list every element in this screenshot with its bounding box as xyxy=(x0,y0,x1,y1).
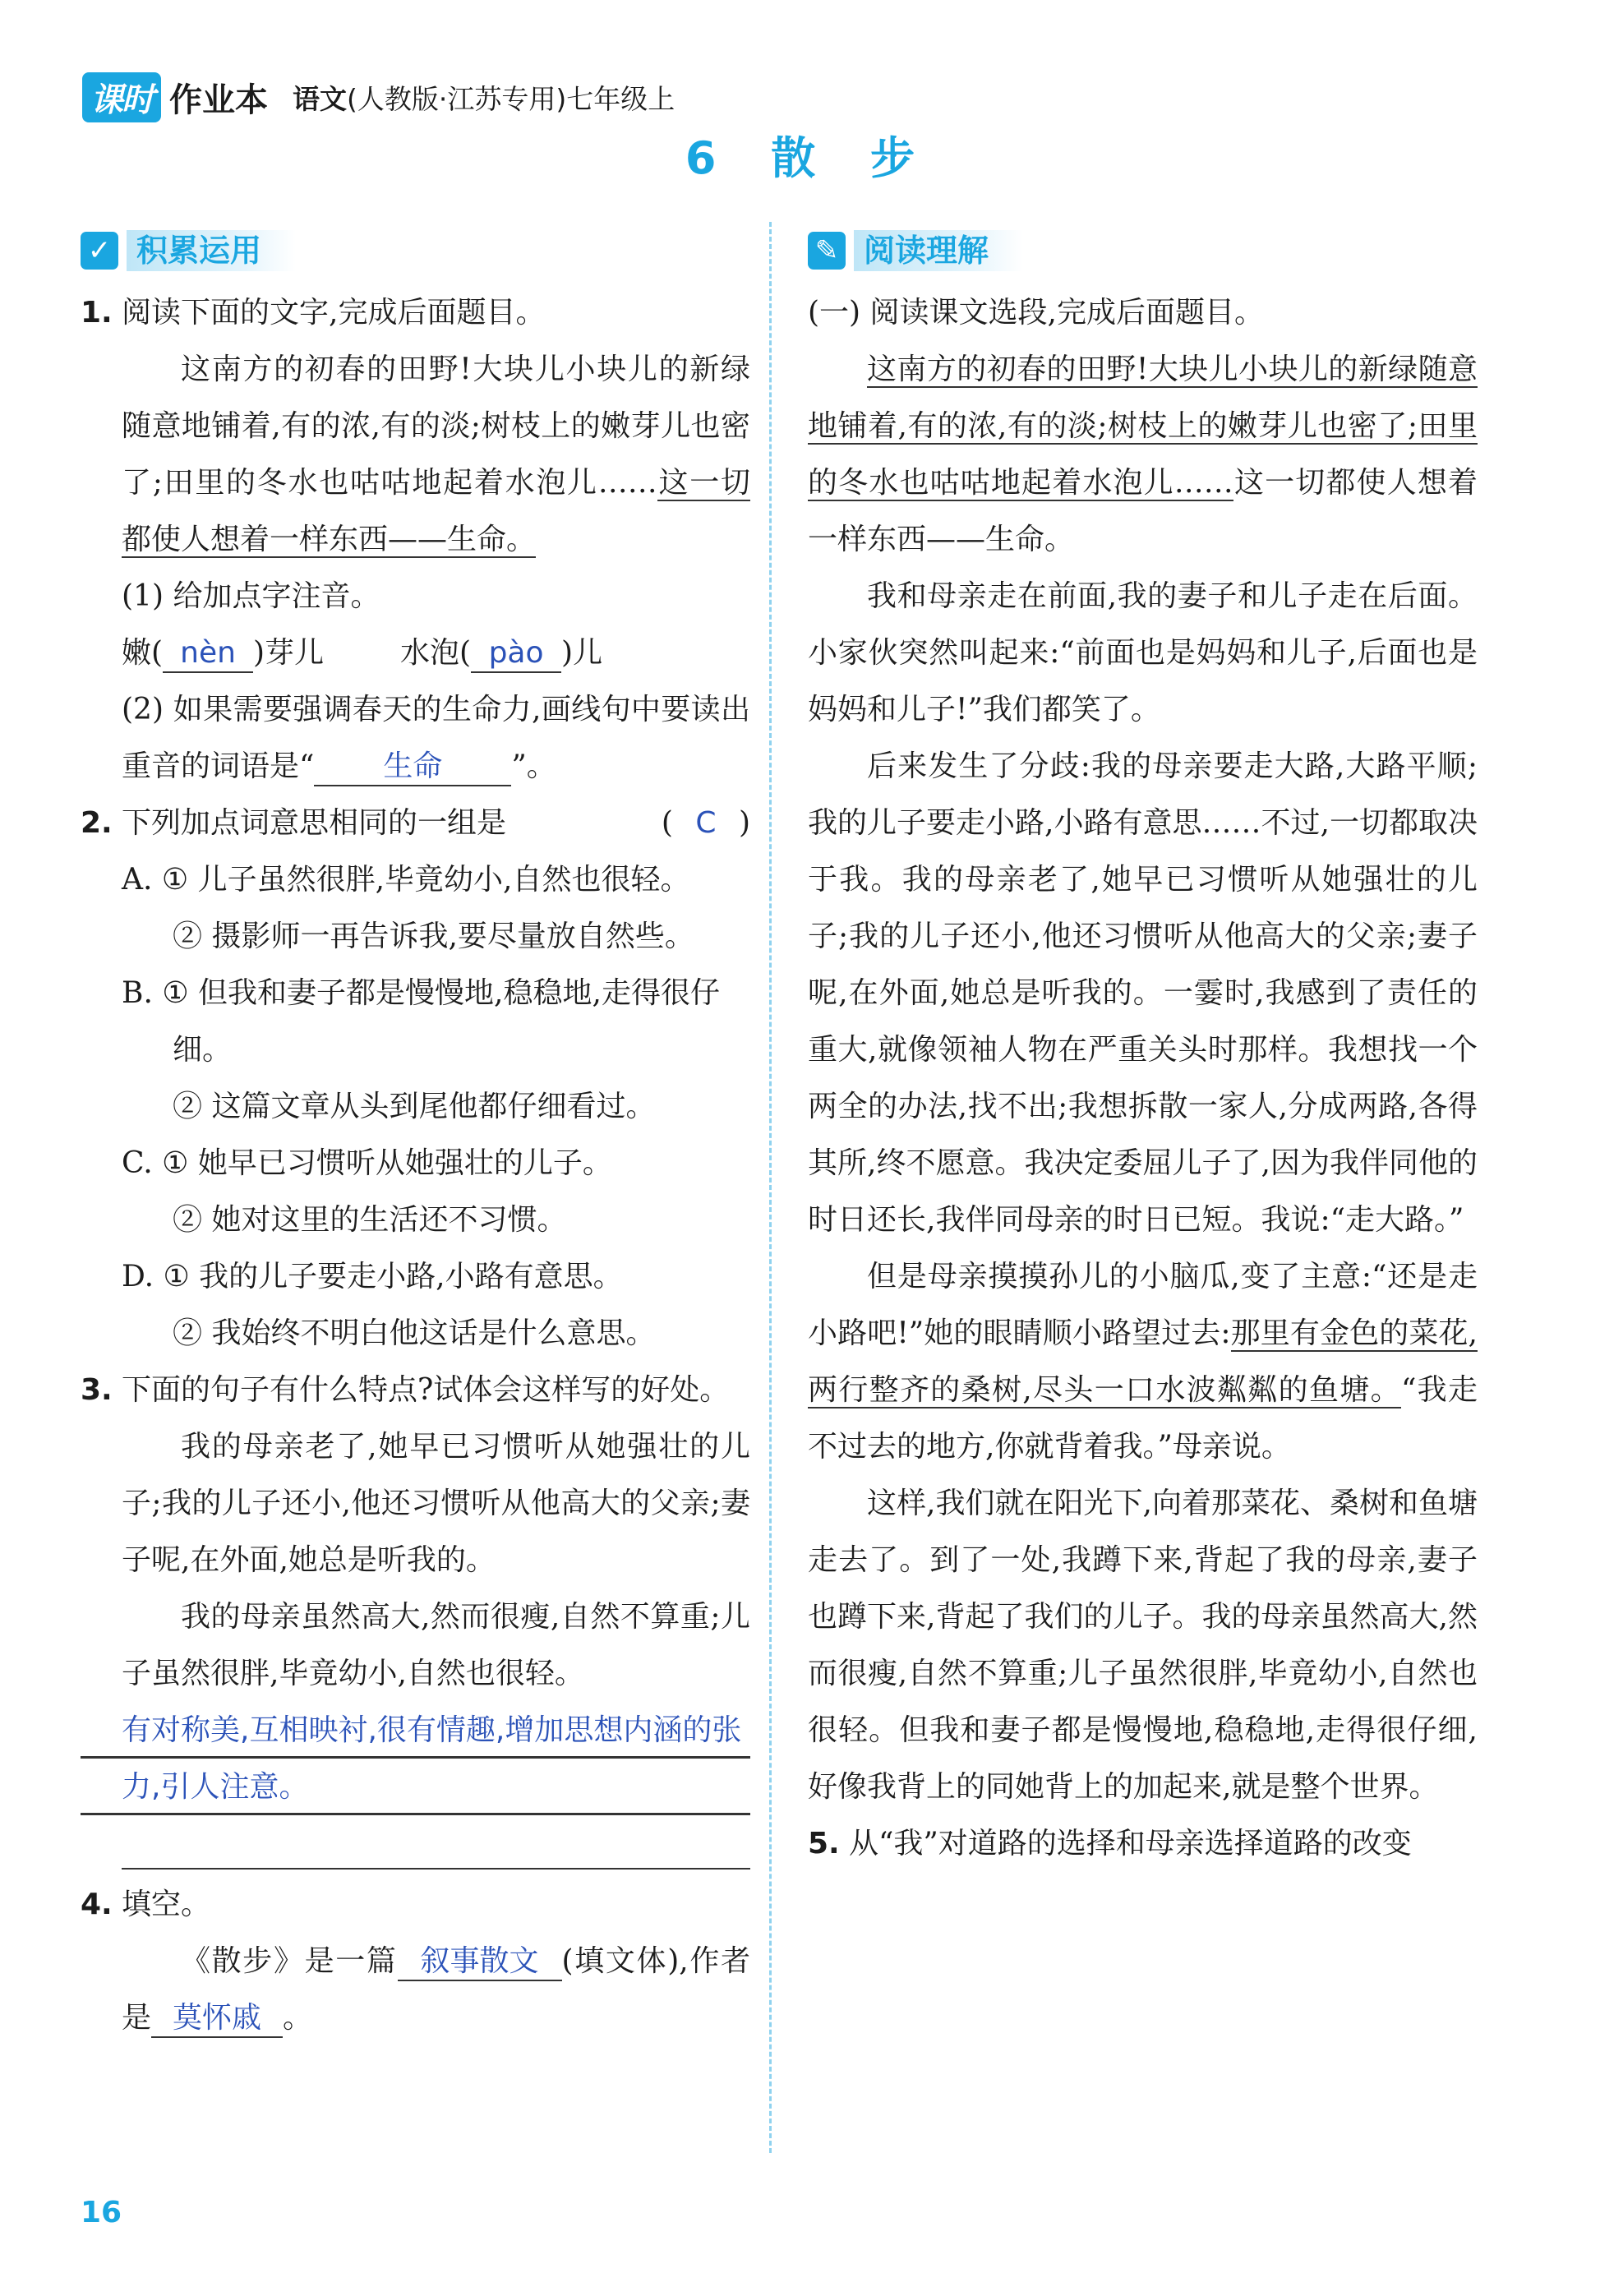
passage-para-5: 这样,我们就在阳光下,向着那菜花、桑树和鱼塘走去了。到了一处,我蹲下来,背起了我的母亲,妻子也蹲下来,背起了我们的儿子。我的母亲虽然高大,然而很瘦,自然不算重;儿子虽然很胖,毕竟幼小,自然也很轻。但我和妻子都是慢慢地,稳稳地,走得很仔细,好像我背上的同她背上的加起来,就是整个世界。 xyxy=(808,1487,1478,1804)
part2-text: (2) 如果需要强调春天的生命力,画线句中要读出重音的词语是“ xyxy=(122,693,750,783)
answer-paren xyxy=(662,795,750,851)
underlined-sentence: 这一切都使人想着一样东西——生命。 xyxy=(122,466,750,556)
subject-info xyxy=(293,78,675,117)
answer-line xyxy=(122,1815,750,1870)
question-stem: 从“我”对道路的选择和母亲选择道路的改变 xyxy=(849,1827,1412,1860)
q1-part1-answers xyxy=(81,625,750,681)
word-2-open: 水泡( xyxy=(400,636,472,670)
part2-close: ”。 xyxy=(511,749,556,783)
q3-answer: 有对称美,互相映衬,很有情趣,增加思想内涵的张力,引人注意。 xyxy=(81,1702,750,1815)
section-title: 积累运用 xyxy=(127,230,296,271)
checkbox-icon: ✓ xyxy=(81,232,118,270)
book-logo: 课时 xyxy=(82,72,161,122)
question-stem: 下列加点词意思相同的一组是 xyxy=(122,806,507,840)
option-d1: D. ① 我的儿子要走小路,小路有意思。 xyxy=(122,1260,623,1293)
option-a2: ② 摄影师一再告诉我,要尽量放自然些。 xyxy=(173,920,694,953)
section-header-accumulate xyxy=(81,222,750,279)
fill-text-2: (填文体),作者是 xyxy=(122,1944,750,2035)
underlined-passage: 这南方的初春的田野!大块儿小块儿的新绿随意地铺着,有的浓,有的淡;树枝上的嫩芽儿也密了;田里的冬水也咕咕地起着水泡儿…… xyxy=(808,353,1478,500)
pinyin-answer-2: pào xyxy=(471,635,561,673)
q4-fill xyxy=(81,1933,750,2046)
q1-part1: (1) 给加点字注音。 xyxy=(122,579,380,613)
reading-intro: (一) 阅读课文选段,完成后面题目。 xyxy=(808,296,1264,330)
passage-text-end: “我走不过去的地方,你就背着我。”母亲说。 xyxy=(808,1373,1478,1464)
question-number: 1. xyxy=(81,296,113,330)
book-header xyxy=(82,72,675,122)
question-stem: 阅读下面的文字,完成后面题目。 xyxy=(122,296,546,330)
column-divider xyxy=(769,222,772,2153)
lesson-number: 6 xyxy=(685,132,717,184)
option-c2: ② 她对这里的生活还不习惯。 xyxy=(173,1203,567,1237)
paren-left: ( xyxy=(661,806,673,840)
page-title xyxy=(0,123,1600,187)
passage-para-4 xyxy=(808,1248,1478,1475)
question-stem: 填空。 xyxy=(122,1888,211,1921)
word-2-close: )儿 xyxy=(561,636,603,670)
author-answer: 莫怀戚 xyxy=(151,2000,283,2038)
question-5 xyxy=(808,1815,1478,1872)
pinyin-answer-1: nèn xyxy=(163,635,253,673)
q3-blank-line xyxy=(81,1815,750,1870)
q1-passage xyxy=(81,341,750,568)
section-title: 阅读理解 xyxy=(854,230,1023,271)
option-b2: ② 这篇文章从头到尾他都仔细看过。 xyxy=(173,1090,656,1123)
fill-text-1: 《散步》是一篇 xyxy=(181,1944,398,1978)
word-1-close: )芽儿 xyxy=(253,636,325,670)
passage-text: 这南方的初春的田野!大块儿小块儿的新绿随意地铺着,有的浓,有的淡;树枝上的嫩芽儿也密了;田里的冬水也咕咕地起着水泡儿…… xyxy=(122,353,750,500)
paren-right: ) xyxy=(738,806,750,840)
stress-word-answer: 生命 xyxy=(314,749,511,786)
word-1-open: 嫩( xyxy=(122,636,164,670)
genre-answer: 叙事散文 xyxy=(398,1943,562,1981)
pencil-icon: ✎ xyxy=(808,232,846,270)
question-4 xyxy=(81,1876,750,1933)
passage-para-3: 后来发生了分歧:我的母亲要走大路,大路平顺;我的儿子要走小路,小路有意思……不过,一切都取决于我。我的母亲老了,她早已习惯听从她强壮的儿子;我的儿子还小,他还习惯听从他高大的父亲;妻子呢,在外面,她总是听我的。一霎时,我感到了责任的重大,就像领袖人物在严重关头时那样。我想找一个两全的办法,找不出;我想拆散一家人,分成两路,各得其所,终不愿意。我决定委屈儿子了,因为我伴同他的时日还长,我伴同母亲的时日已短。我说:“走大路。” xyxy=(808,749,1478,1237)
question-number: 2. xyxy=(81,806,113,840)
option-a1: A. ① 儿子虽然很胖,毕竟幼小,自然也很轻。 xyxy=(122,863,690,897)
option-d2: ② 我始终不明白他这话是什么意思。 xyxy=(173,1316,656,1350)
fill-text-3: 。 xyxy=(283,2001,313,2035)
title-char-1: 散 xyxy=(771,132,816,184)
passage-text: 这一切都使人想着一样东西——生命。 xyxy=(808,466,1478,556)
question-number: 3. xyxy=(81,1373,113,1407)
q1-part2 xyxy=(81,681,750,795)
page-number: 16 xyxy=(81,2196,122,2229)
left-column xyxy=(81,222,750,2046)
question-number: 4. xyxy=(81,1888,113,1921)
underlined-passage: 那里有金色的菜花,两行整齐的桑树,尽头一口水波粼粼的鱼塘。 xyxy=(808,1316,1478,1407)
book-series: 作业本 xyxy=(169,81,268,119)
question-3 xyxy=(81,1362,750,1418)
right-column xyxy=(808,222,1478,1872)
option-b1: B. ① 但我和妻子都是慢慢地,稳稳地,走得很仔细。 xyxy=(122,976,720,1067)
title-char-2: 步 xyxy=(870,132,915,184)
passage-text: 但是母亲摸摸孙儿的小脑瓜,变了主意:“还是走小路吧!”她的眼睛顺小路望过去: xyxy=(808,1260,1478,1350)
question-stem: 下面的句子有什么特点?试体会这样写的好处。 xyxy=(122,1373,730,1407)
subject-name: 语文 xyxy=(293,82,347,115)
question-number: 5. xyxy=(808,1827,840,1860)
passage-para-2: 我和母亲走在前面,我的妻子和儿子走在后面。小家伙突然叫起来:“前面也是妈妈和儿子,后面也是妈妈和儿子!”我们都笑了。 xyxy=(808,579,1478,726)
section-header-reading xyxy=(808,222,1478,279)
passage-para-1 xyxy=(808,341,1478,568)
question-1 xyxy=(81,284,750,341)
question-2 xyxy=(81,795,750,851)
option-c1: C. ① 她早已习惯听从她强壮的儿子。 xyxy=(122,1146,612,1180)
subject-edition: (人教版·江苏专用)七年级上 xyxy=(347,82,676,115)
choice-answer: C xyxy=(695,806,717,840)
q3-sentence-1: 我的母亲老了,她早已习惯听从她强壮的儿子;我的儿子还小,他还习惯听从他高大的父亲;妻子呢,在外面,她总是听我的。 xyxy=(122,1430,750,1577)
q3-sentence-2: 我的母亲虽然高大,然而很瘦,自然不算重;儿子虽然很胖,毕竟幼小,自然也很轻。 xyxy=(122,1600,750,1690)
